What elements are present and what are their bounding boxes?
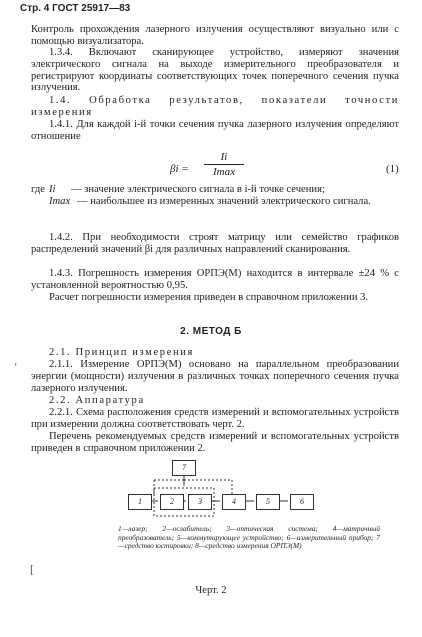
paragraph-1-4-1: 1.4.1. Для каждой i-й точки сечения пучка лазерного излучения определяют отношение (31, 119, 399, 142)
definition-row (31, 196, 399, 208)
figure-caption: 1—лазер; 2—ослабитель; 3—оптическая система; 4—матричный преобразователь; 5—коммутирующее устройство; 6—измерительный прибор; 7—средство юстировки; 8—средство измерения ОРПЭ(М) (118, 524, 380, 551)
definition-symbol: Imax (49, 195, 71, 207)
paragraph-1-3-4: 1.3.4. Включают сканирующее устройство, измеряют значения электрического сигнала на выходе измерительного преобразователя и регистрируют координаты соответствующих точек поперечного сечения пучка излучения. (31, 47, 399, 94)
margin-mark: ‘ (14, 362, 18, 373)
diagram-box-6: 6 (290, 494, 314, 510)
diagram-box-1: 1 (128, 494, 152, 510)
section-title: 2. МЕТОД Б (180, 326, 242, 337)
definition-row (31, 184, 399, 196)
diagram-box-5: 5 (256, 494, 280, 510)
definition-prefix (31, 196, 49, 208)
page-header: Стр. 4 ГОСТ 25917—83 (20, 3, 131, 14)
paragraph-2-2-1: 2.2.1. Схема расположения средств измерений и вспомогательных устройств при измерении должна соответствовать черт. 2. (31, 407, 399, 430)
equation-number: (1) (386, 163, 399, 175)
paragraph-error-calc: Расчет погрешности измерения приведен в справочном приложении 3. (49, 292, 369, 303)
paragraph-2-1-1: 2.1.1. Измерение ОРПЭ(М) основано на параллельном преобразовании энергии (мощности) излучения в различных точках поперечного сечения пучка лазерного излучения. (31, 359, 399, 394)
paragraph-1-4-3: 1.4.3. Погрешность измерения ОРПЭ(М) находится в интервале ±24 % с установленной вероятностью 0,95. (31, 268, 399, 291)
figure-label: Черт. 2 (195, 585, 227, 596)
formula-lhs: βi = (170, 163, 189, 175)
symbol-definitions (31, 184, 399, 208)
formula-numerator: Ii (204, 151, 244, 165)
subsection-heading-1-4: 1.4. Обработка результатов, показатели точности измерения (31, 95, 399, 118)
formula-denominator: Imax (213, 166, 235, 178)
subsection-heading-2-2: 2.2. Аппаратура (49, 395, 145, 406)
formula-fraction (204, 151, 244, 178)
margin-bracket: [ (30, 562, 34, 576)
paragraph-visual-control: Контроль прохождения лазерного излучения осуществляют визуально или с помощью визуализатора. (31, 24, 399, 47)
definition-symbol: Ii (49, 184, 56, 195)
setup-diagram (124, 458, 324, 524)
diagram-box-2: 2 (160, 494, 184, 510)
definition-prefix: где (31, 184, 45, 195)
paragraph-1-4-2: 1.4.2. При необходимости строят матрицу или семейство графиков распределений значений βi для различных направлений сканирования. (31, 232, 399, 255)
definition-text: — значение электрического сигнала в i-й точке сечения; (71, 184, 325, 195)
diagram-lines (124, 458, 324, 524)
diagram-box-3: 3 (188, 494, 212, 510)
diagram-box-7: 7 (172, 460, 196, 476)
definition-text: — наибольшее из измеренных значений электрического сигнала. (77, 195, 371, 207)
diagram-box-4: 4 (222, 494, 246, 510)
ratio-formula (170, 151, 290, 185)
subsection-heading-2-1: 2.1. Принцип измерения (49, 347, 195, 358)
paragraph-equipment-list: Перечень рекомендуемых средств измерений и вспомогательных устройств приведен в справочном приложении 2. (31, 431, 399, 454)
